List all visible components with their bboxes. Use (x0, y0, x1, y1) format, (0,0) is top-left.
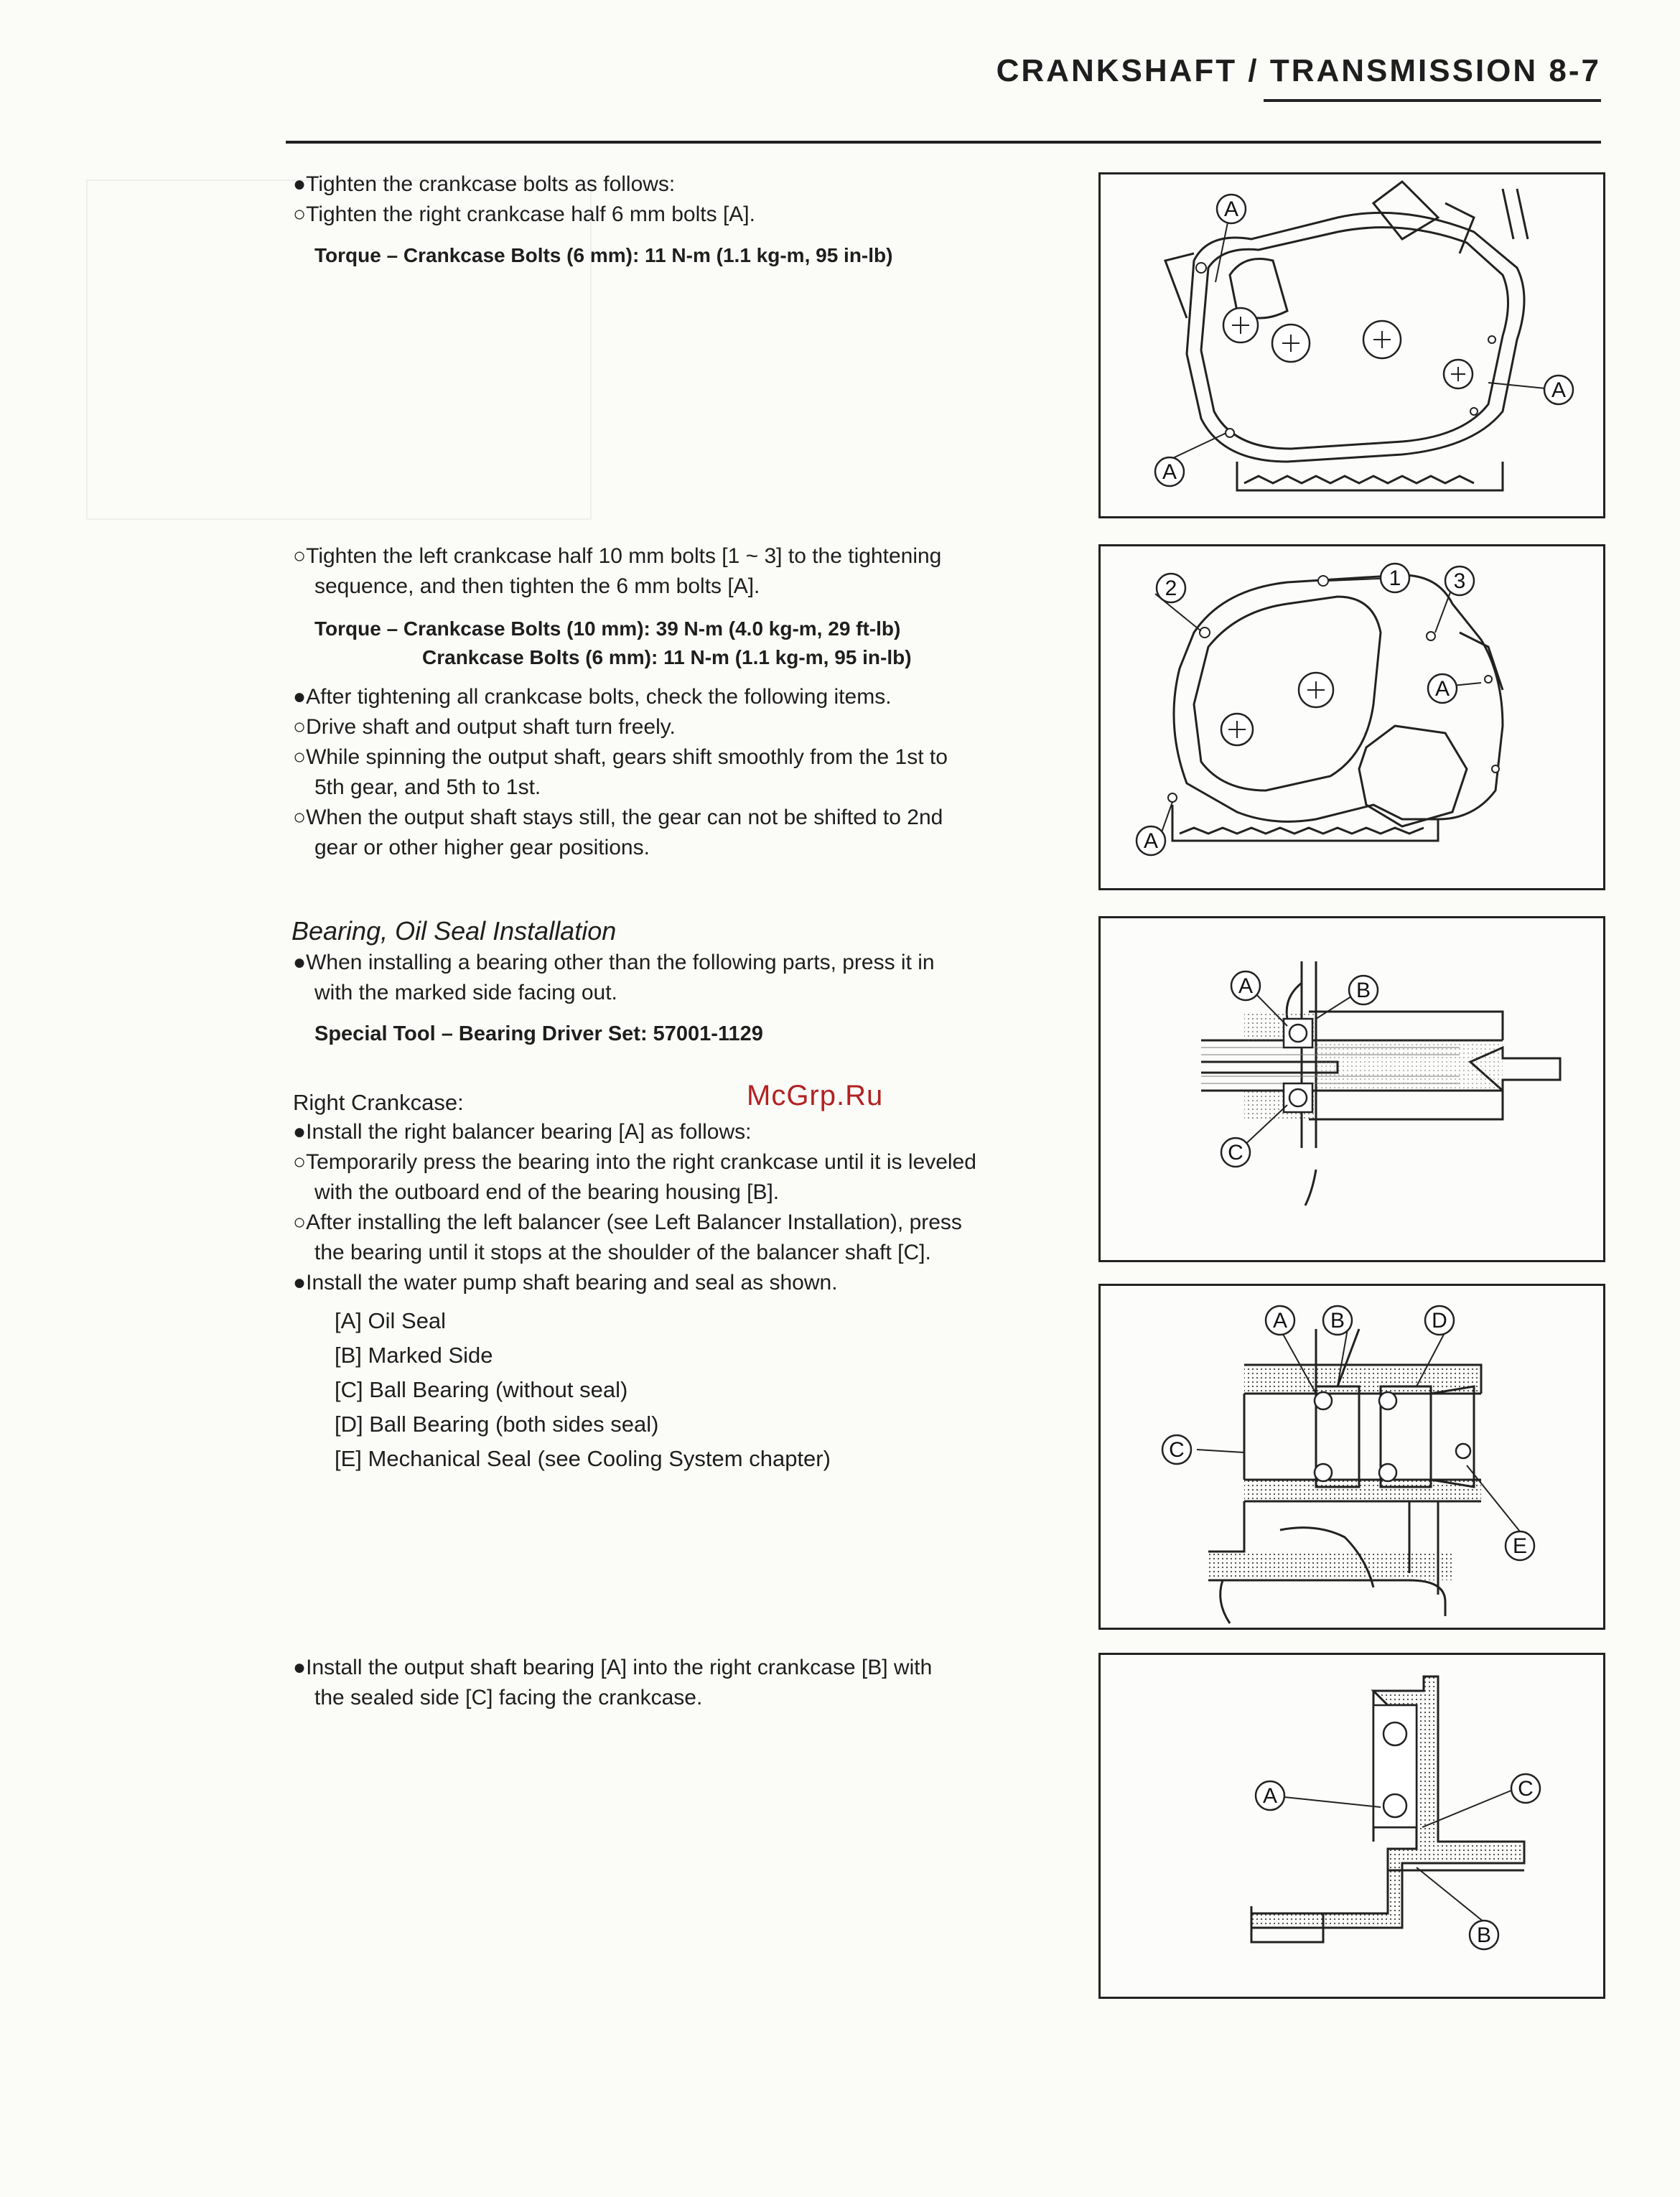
figure-label: C (1228, 1141, 1243, 1165)
figure-label: A (1143, 829, 1159, 853)
torque-spec-6mm-second: Crankcase Bolts (6 mm): 11 N-m (1.1 kg-m, 95 in-lb) (422, 646, 912, 668)
figure-label: A (1162, 460, 1177, 484)
text-line: sequence, and then tighten the 6 mm bolts [A]. (314, 574, 760, 598)
text-line: 5th gear, and 5th to 1st. (314, 775, 541, 799)
section-bearing-install (293, 948, 1083, 1008)
text-line: ●Tighten the crankcase bolts as follows: (293, 172, 676, 196)
section-title-bearing-oil-seal: Bearing, Oil Seal Installation (291, 916, 617, 946)
figure-label: B (1355, 979, 1371, 1002)
figure-label: A (1223, 197, 1239, 221)
text-line: ●Install the output shaft bearing [A] into the right crankcase [B] with (293, 1656, 933, 1679)
legend-item: [D] Ball Bearing (both sides seal) (335, 1412, 659, 1437)
left-crankcase-drawing (1101, 546, 1603, 888)
figure-left-crankcase-bolts (1098, 544, 1605, 890)
figure-output-shaft-bearing (1098, 1653, 1605, 1999)
torque-spec-10mm: Torque – Crankcase Bolts (10 mm): 39 N-m (4.0 kg-m, 29 ft-lb) (314, 617, 901, 640)
legend-list (335, 1304, 831, 1476)
section-title-right-crankcase: Right Crankcase: (293, 1090, 464, 1115)
figure-label: B (1476, 1923, 1492, 1947)
section-tighten-right (293, 169, 1083, 230)
text-line: ○Drive shaft and output shaft turn freely. (293, 715, 676, 739)
torque-spec-6mm: Torque – Crankcase Bolts (6 mm): 11 N-m (1.1 kg-m, 95 in-lb) (314, 244, 893, 266)
text-line: ●After tightening all crankcase bolts, check the following items. (293, 685, 892, 709)
figure-label: A (1262, 1784, 1278, 1808)
text-line: the sealed side [C] facing the crankcase. (314, 1686, 703, 1709)
page-header-title: CRANKSHAFT / TRANSMISSION 8-7 (996, 53, 1601, 88)
section-output-shaft-bearing (293, 1653, 1090, 1713)
legend-item: [E] Mechanical Seal (see Cooling System chapter) (335, 1446, 831, 1471)
figure-label: 1 (1389, 566, 1401, 590)
figure-label: B (1330, 1309, 1345, 1333)
right-crankcase-drawing (1101, 174, 1603, 516)
text-line: ○Tighten the right crankcase half 6 mm bolts [A]. (293, 202, 755, 226)
output-shaft-bearing-drawing (1101, 1655, 1603, 1997)
text-line: ○When the output shaft stays still, the gear can not be shifted to 2nd (293, 806, 943, 829)
text-line: ○While spinning the output shaft, gears shift smoothly from the 1st to (293, 745, 948, 769)
text-line: ○After installing the left balancer (see Left Balancer Installation), press (293, 1211, 962, 1234)
figure-label: C (1518, 1777, 1534, 1801)
figure-label: A (1551, 378, 1567, 402)
figure-label: 3 (1453, 569, 1466, 593)
text-line: ○Temporarily press the bearing into the right crankcase until it is leveled (293, 1150, 976, 1174)
legend-item: [A] Oil Seal (335, 1308, 447, 1333)
section-tighten-left (293, 541, 1083, 602)
text-line: ●When installing a bearing other than the following parts, press it in (293, 951, 935, 974)
figure-label: A (1272, 1309, 1288, 1333)
figure-right-crankcase-bolts (1098, 172, 1605, 518)
balancer-bearing-drawing (1101, 918, 1603, 1260)
figure-label: A (1238, 974, 1254, 998)
legend-item: [C] Ball Bearing (without seal) (335, 1377, 628, 1402)
figure-label: 2 (1165, 577, 1177, 600)
header-rule (286, 141, 1601, 144)
text-line: ●Install the water pump shaft bearing and seal as shown. (293, 1271, 838, 1295)
text-line: the bearing until it stops at the shoulder of the balancer shaft [C]. (314, 1241, 931, 1264)
text-line: with the outboard end of the bearing housing [B]. (314, 1180, 780, 1204)
water-pump-bearing-drawing (1101, 1286, 1603, 1628)
text-line: ●Install the right balancer bearing [A] as follows: (293, 1120, 752, 1144)
figure-balancer-bearing (1098, 916, 1605, 1262)
figure-label: C (1169, 1438, 1185, 1462)
figure-label: A (1434, 677, 1450, 701)
figure-label: D (1432, 1309, 1447, 1333)
legend-item: [B] Marked Side (335, 1343, 493, 1368)
text-line: ○Tighten the left crankcase half 10 mm bolts [1 ~ 3] to the tightening (293, 544, 942, 568)
watermark: McGrp.Ru (747, 1080, 884, 1111)
section-right-crankcase (293, 1117, 1090, 1298)
special-tool-spec: Special Tool – Bearing Driver Set: 57001-1129 (314, 1022, 763, 1045)
text-line: with the marked side facing out. (314, 981, 617, 1004)
header-rule-top (1264, 99, 1601, 102)
check-items (293, 682, 1083, 863)
figure-water-pump-bearing (1098, 1284, 1605, 1630)
bleed-through-figure (86, 179, 592, 520)
figure-label: E (1512, 1534, 1528, 1558)
text-line: gear or other higher gear positions. (314, 836, 650, 859)
